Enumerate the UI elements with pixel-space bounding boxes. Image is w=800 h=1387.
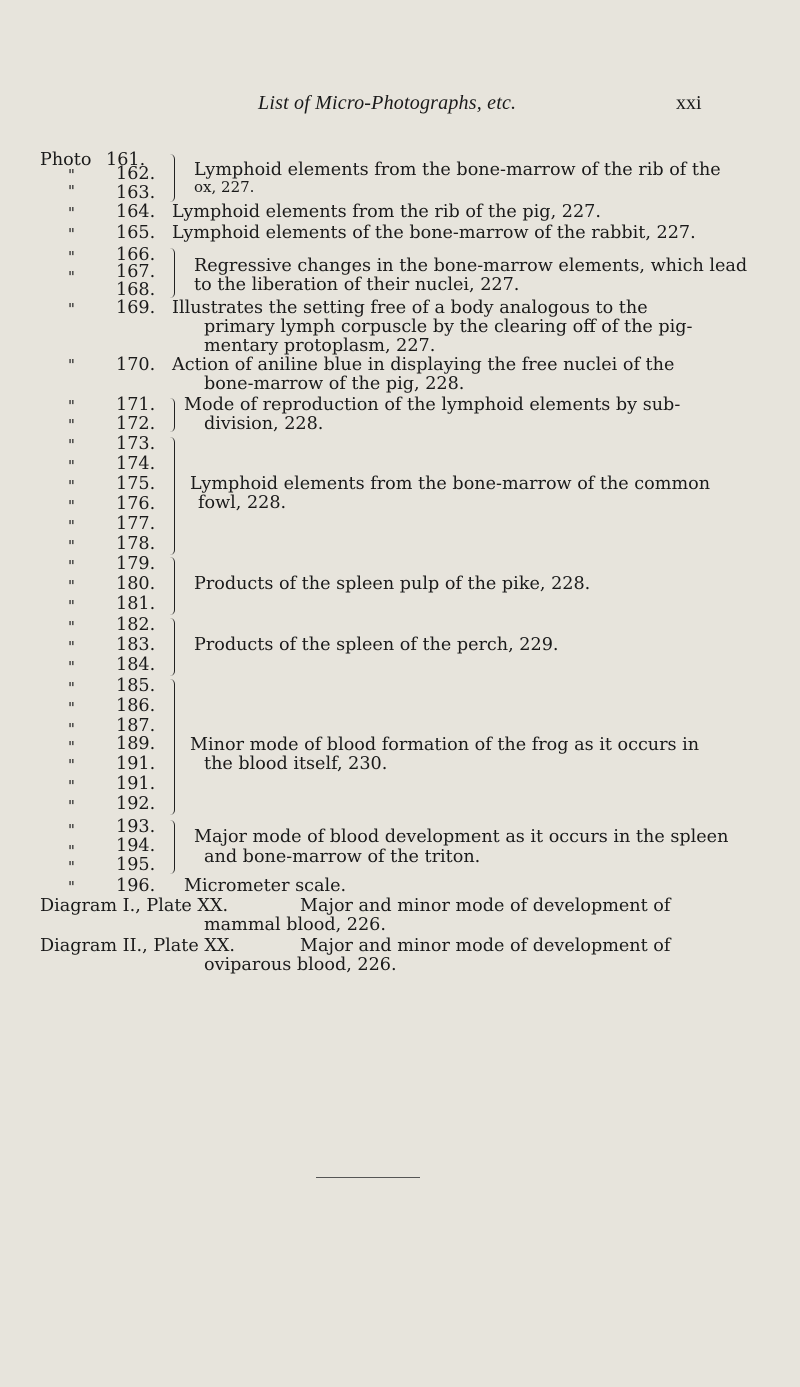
grouping-brace [170, 618, 175, 676]
ditto-mark: " [68, 842, 75, 860]
ditto-mark: " [68, 858, 75, 876]
photo-number: 164. [116, 202, 156, 222]
entry-text: Lymphoid elements from the bone-marrow of the rib of the [194, 160, 721, 180]
entry-text: and bone-marrow of the triton. [204, 847, 481, 867]
photo-number: 191. [116, 754, 156, 774]
entry-text: Major and minor mode of development of [300, 896, 671, 916]
entry-text: to the liberation of their nuclei, 227. [194, 275, 520, 295]
ditto-mark: " [68, 248, 75, 266]
photo-number: 171. [116, 395, 156, 415]
entry-text: Action of aniline blue in displaying the free nuclei of the [172, 355, 675, 375]
ditto-mark: " [68, 416, 75, 434]
photo-number: 184. [116, 655, 156, 675]
photo-number: 176. [116, 494, 156, 514]
photo-number: 189. [116, 734, 156, 754]
photo-number: 162. [116, 164, 156, 184]
entry-text: fowl, 228. [198, 493, 287, 513]
ditto-mark: " [68, 204, 75, 222]
photo-number: 191. [116, 774, 156, 794]
grouping-brace [170, 557, 175, 615]
photo-number: 195. [116, 855, 156, 875]
ditto-mark: " [68, 756, 75, 774]
ditto-mark: " [68, 497, 75, 515]
ditto-mark: " [68, 537, 75, 555]
ditto-mark: " [68, 182, 75, 200]
entry-text: Regressive changes in the bone-marrow elements, which lead [194, 256, 748, 276]
photo-number: 185. [116, 676, 156, 696]
entry-text: Lymphoid elements from the rib of the pig, 227. [172, 202, 601, 222]
ditto-mark: " [68, 738, 75, 756]
photo-number: 172. [116, 414, 156, 434]
grouping-brace [170, 820, 175, 874]
grouping-brace [170, 154, 175, 202]
photo-label: Photo [40, 150, 92, 170]
grouping-brace [170, 248, 175, 298]
entry-text: Products of the spleen of the perch, 229. [194, 635, 559, 655]
entry-text: oviparous blood, 226. [204, 955, 397, 975]
photo-number: 177. [116, 514, 156, 534]
section-divider [316, 1177, 420, 1178]
entry-text: Products of the spleen pulp of the pike, 228. [194, 574, 591, 594]
ditto-mark: " [68, 821, 75, 839]
photo-number: 194. [116, 836, 156, 856]
entry-text: ox, 227. [194, 178, 255, 196]
photo-number: 169. [116, 298, 156, 318]
ditto-mark: " [68, 679, 75, 697]
ditto-mark: " [68, 397, 75, 415]
entry-text: mentary protoplasm, 227. [204, 336, 436, 356]
grouping-brace [170, 398, 175, 432]
photo-number: 181. [116, 594, 156, 614]
photo-number: 168. [116, 280, 156, 300]
ditto-mark: " [68, 797, 75, 815]
entry-text: Lymphoid elements from the bone-marrow of the common [190, 474, 711, 494]
ditto-mark: " [68, 166, 75, 184]
ditto-mark: " [68, 356, 75, 374]
photo-number: 186. [116, 696, 156, 716]
ditto-mark: " [68, 517, 75, 535]
photo-number: 183. [116, 635, 156, 655]
page-number: xxi [676, 92, 702, 114]
photo-number: 170. [116, 355, 156, 375]
entry-text: the blood itself, 230. [204, 754, 388, 774]
ditto-mark: " [68, 777, 75, 795]
entry-text: division, 228. [204, 414, 324, 434]
ditto-mark: " [68, 699, 75, 717]
photo-number: 182. [116, 615, 156, 635]
photo-number: 192. [116, 794, 156, 814]
photo-number: 165. [116, 223, 156, 243]
ditto-mark: " [68, 477, 75, 495]
ditto-mark: " [68, 225, 75, 243]
entry-text: Illustrates the setting free of a body analogous to the [172, 298, 648, 318]
photo-number: 179. [116, 554, 156, 574]
photo-number: 196. [116, 876, 156, 896]
photo-number: 163. [116, 183, 156, 203]
photo-number: 173. [116, 434, 156, 454]
photo-number: 175. [116, 474, 156, 494]
ditto-mark: " [68, 878, 75, 896]
ditto-mark: " [68, 268, 75, 286]
ditto-mark: " [68, 577, 75, 595]
entry-text: Micrometer scale. [184, 876, 347, 896]
ditto-mark: " [68, 436, 75, 454]
photo-number: 193. [116, 817, 156, 837]
entry-text: Major mode of blood development as it occurs in the spleen [194, 827, 729, 847]
running-header [0, 92, 800, 122]
entry-text: Mode of reproduction of the lymphoid elements by sub- [184, 395, 681, 415]
ditto-mark: " [68, 720, 75, 738]
grouping-brace [170, 437, 175, 555]
entry-text: Major and minor mode of development of [300, 936, 671, 956]
entry-text: bone-marrow of the pig, 228. [204, 374, 465, 394]
ditto-mark: " [68, 300, 75, 318]
ditto-mark: " [68, 618, 75, 636]
photo-number: 178. [116, 534, 156, 554]
photo-number: 187. [116, 716, 156, 736]
entry-text: Minor mode of blood formation of the frog as it occurs in [190, 735, 700, 755]
entry-text: mammal blood, 226. [204, 915, 386, 935]
ditto-mark: " [68, 638, 75, 656]
diagram-label: Diagram I., Plate XX. [40, 896, 229, 916]
photo-number: 161. [106, 150, 146, 170]
running-title: List of Micro-Photographs, etc. [258, 92, 517, 114]
photo-number: 166. [116, 245, 156, 265]
photo-number: 167. [116, 262, 156, 282]
ditto-mark: " [68, 597, 75, 615]
ditto-mark: " [68, 658, 75, 676]
ditto-mark: " [68, 457, 75, 475]
ditto-mark: " [68, 557, 75, 575]
diagram-label: Diagram II., Plate XX. [40, 936, 236, 956]
grouping-brace [170, 679, 175, 815]
entry-text: Lymphoid elements of the bone-marrow of the rabbit, 227. [172, 223, 696, 243]
photo-number: 174. [116, 454, 156, 474]
photo-number: 180. [116, 574, 156, 594]
entry-text: primary lymph corpuscle by the clearing off of the pig- [204, 317, 693, 337]
